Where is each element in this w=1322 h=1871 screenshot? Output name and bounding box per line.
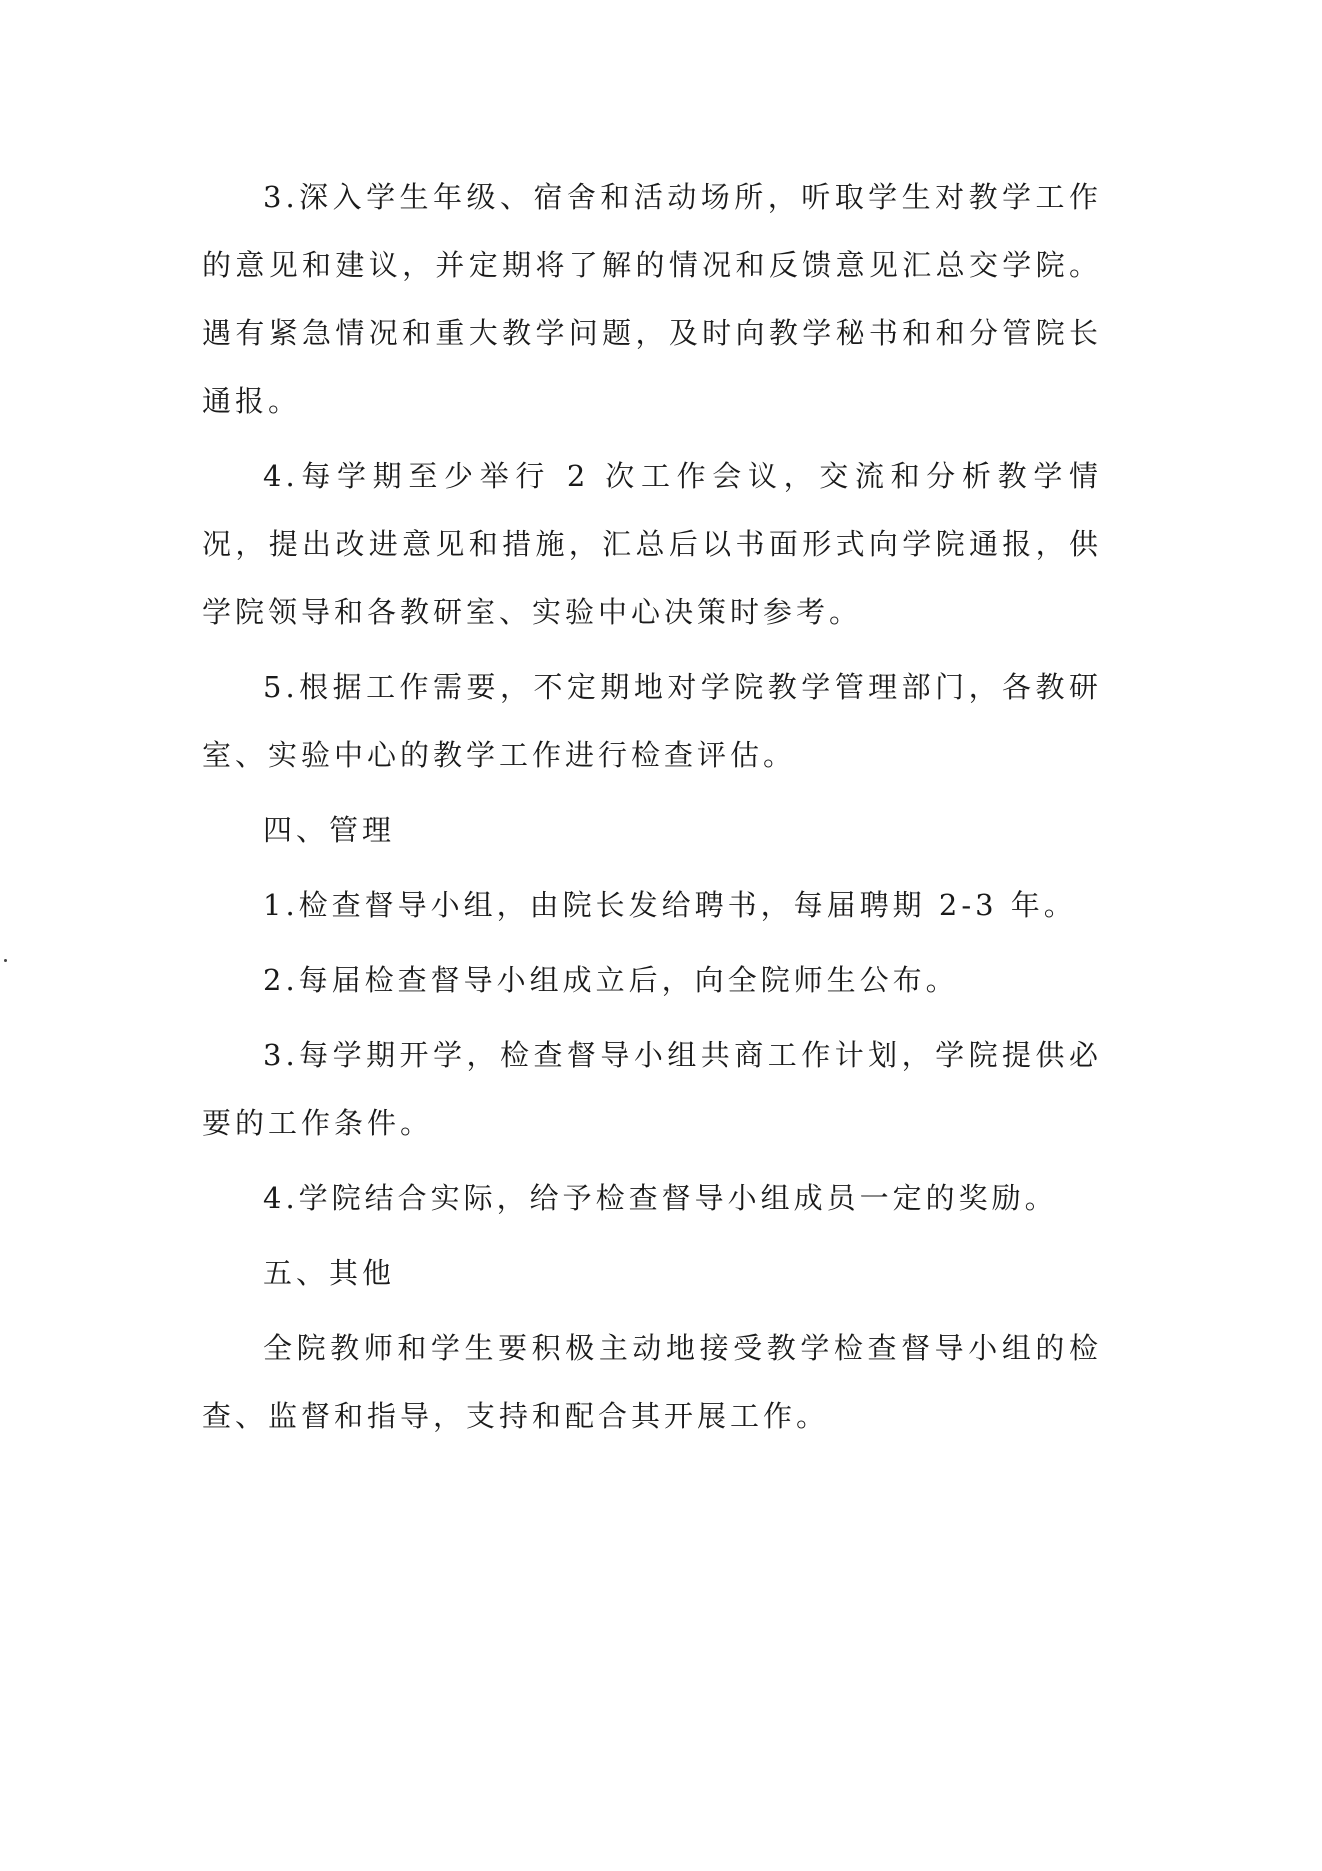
management-item-1: 1.检查督导小组，由院长发给聘书，每届聘期 2-3 年。 — [263, 888, 1077, 922]
paragraph-item-5: 5.根据工作需要，不定期地对学院教学管理部门，各教研室、实验中心的教学工作进行检查评估。 — [202, 670, 1102, 772]
section-heading-management: 四、管理 — [263, 813, 396, 847]
section-heading-other: 五、其他 — [263, 1256, 396, 1290]
paragraph-item-4: 4.每学期至少举行 2 次工作会议，交流和分析教学情况，提出改进意见和措施，汇总后以书面形式向学院通报，供学院领导和各教研室、实验中心决策时参考。 — [202, 459, 1102, 629]
management-item-3: 3.每学期开学，检查督导小组共商工作计划，学院提供必要的工作条件。 — [202, 1038, 1102, 1140]
paragraph-item-3: 3.深入学生年级、宿舍和活动场所，听取学生对教学工作的意见和建议，并定期将了解的情况和反馈意见汇总交学院。遇有紧急情况和重大教学问题，及时向教学秘书和和分管院长通报。 — [202, 180, 1102, 418]
management-item-2: 2.每届检查督导小组成立后，向全院师生公布。 — [263, 963, 959, 997]
other-paragraph: 全院教师和学生要积极主动地接受教学检查督导小组的检查、监督和指导，支持和配合其开展工作。 — [202, 1331, 1102, 1433]
management-item-4: 4.学院结合实际，给予检查督导小组成员一定的奖励。 — [263, 1181, 1058, 1215]
scan-speck — [4, 959, 7, 962]
document-body — [202, 163, 1102, 1457]
